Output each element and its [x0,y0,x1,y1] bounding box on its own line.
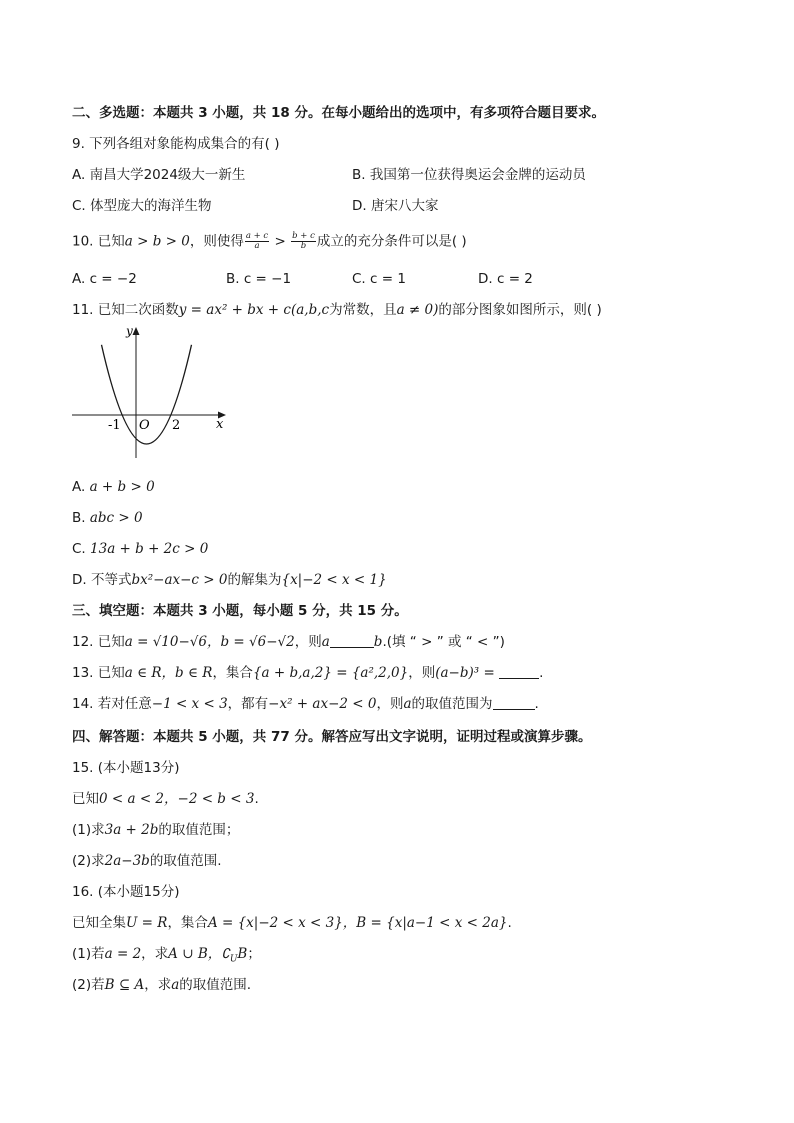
q9-option-b: B. 我国第一位获得奥运会金牌的运动员 [352,167,586,183]
root-2-label: 2 [172,418,181,433]
q15-conditions: 0 < a < 2，−2 < b < 3 [99,791,255,807]
q11-option-b [72,509,143,527]
q14-mid: ，都有 [227,696,269,712]
q11-d-inequality: bx²−ax−c > 0 [131,572,228,588]
y-axis-arrow [133,327,140,335]
q16-p1-union: A ∪ B，∁ [168,946,230,962]
q11-c-label: C. [72,541,91,557]
q11-d-solution-set: {x|−2 < x < 1} [281,572,387,588]
q16-p1-value: a = 2 [104,946,142,962]
q13-tail: . [539,665,544,681]
section-3-title: 三、填空题：本题共 3 小题，每小题 5 分，共 15 分。 [72,603,408,619]
question-13 [72,664,543,682]
q10-condition: a > b > 0 [124,233,190,250]
q14-inequality: −x² + ax−2 < 0 [268,696,377,712]
question-9-stem: 9. 下列各组对象能构成集合的有( ) [72,136,280,152]
q10-mid-text: ，则使得 [189,233,244,250]
q11-option-d [72,571,387,589]
q14-end: . [534,696,539,712]
q11-c-expr: 13a + b + 2c > 0 [90,541,209,557]
question-15-part-2 [72,852,222,870]
q10-option-d: D. c = 2 [478,271,533,287]
q11-d-label: D. 不等式 [72,572,132,588]
q10-option-b: B. c = −1 [226,271,292,287]
question-10-stem [72,232,467,251]
q10-fraction-left [245,232,269,251]
q11-nonzero: a ≠ 0) [396,302,439,318]
question-15-part-1 [72,821,239,839]
q16-p2-prefix: (2)若 [72,977,105,993]
q16-p1-subscript: U [229,954,238,965]
q11-d-mid: 的解集为 [227,572,282,588]
question-16-heading: 16. (本小题15分) [72,884,180,900]
q12-prefix: 12. 已知 [72,634,125,650]
q11-b-expr: abc > 0 [89,510,143,526]
q11-function: y = ax² + bx + c(a,b,c [178,302,330,318]
q13-answer-blank[interactable] [499,678,539,679]
question-16-part-2 [72,976,251,994]
x-axis-label: x [216,417,224,432]
q16-prefix: 已知全集 [72,915,126,931]
q12-mid: ，则 [294,634,322,650]
q10-greater-sign: > [270,233,291,250]
q11-tail-text: 的部分图象如图所示，则( ) [438,302,602,318]
q16-p2-subset: B ⊆ A [104,977,145,993]
question-14 [72,695,539,713]
q16-p2-tail: 的取值范围. [179,977,252,993]
q15-p1-expr: 3a + 2b [104,822,159,838]
question-15-given [72,790,259,808]
q16-universal-set: U = R [126,915,168,931]
q16-p1-end: ； [247,946,261,962]
q11-mid-text: 为常数，且 [329,302,397,318]
q10-frac2-denominator: b [300,241,307,251]
q11-option-a [72,478,155,496]
q11-b-label: B. [72,510,90,526]
q13-expression: (a−b)³ = [435,665,495,681]
section-2-title: 二、多选题：本题共 3 小题，共 18 分。在每小题给出的选项中，有多项符合题目要求。 [72,105,605,121]
q12-tail: .(填 “ > ” 或 “ < ”) [382,634,505,650]
q14-tail: 的取值范围为 [411,696,493,712]
q12-answer-blank[interactable] [330,647,374,648]
q12-expr: a = √10−√6，b = √6−√2 [124,634,295,650]
origin-label: O [139,418,150,433]
q13-conditions: a ∈ R，b ∈ R [124,665,213,681]
q14-range: −1 < x < 3 [151,696,228,712]
section-4-title: 四、解答题：本题共 5 小题，共 77 分。解答应写出文字说明，证明过程或演算步骤。 [72,729,592,745]
q10-tail-text: 成立的充分条件可以是( ) [316,233,467,250]
q11-a-label: A. [72,479,90,495]
q15-p1-tail: 的取值范围； [158,822,240,838]
q15-p2-expr: 2a−3b [104,853,150,869]
q14-prefix: 14. 若对任意 [72,696,152,712]
q10-option-a: A. c = −2 [72,271,137,287]
q14-mid2: ，则 [376,696,404,712]
q11-a-expr: a + b > 0 [89,479,155,495]
q15-prefix: 已知 [72,791,99,807]
q15-p2-tail: 的取值范围. [149,853,222,869]
q9-option-d: D. 唐宋八大家 [352,198,439,214]
q10-frac2-numerator: b + c [292,231,315,241]
question-11-stem [72,301,602,319]
question-15-heading: 15. (本小题13分) [72,760,180,776]
q13-prefix: 13. 已知 [72,665,125,681]
root-neg1-label: -1 [108,418,121,433]
q16-p1-mid: ，求 [141,946,169,962]
q16-p1-complement-set: B [237,946,248,962]
q10-frac1-numerator: a + c [245,231,269,241]
q11-prefix: 11. 已知二次函数 [72,302,179,318]
q13-mid2: ，则 [408,665,436,681]
q14-var-a: a [403,696,412,712]
q16-p1-prefix: (1)若 [72,946,105,962]
q16-mid: ，集合 [167,915,208,931]
q10-frac1-denominator: a [254,241,260,251]
q14-answer-blank[interactable] [493,709,535,710]
q9-option-a: A. 南昌大学2024级大一新生 [72,167,246,183]
q13-mid: ，集合 [212,665,253,681]
q16-p2-mid: ，求 [144,977,172,993]
q12-var-a: a [321,634,330,650]
q15-p2-prefix: (2)求 [72,853,105,869]
q10-option-c: C. c = 1 [352,271,406,287]
question-12 [72,633,505,651]
question-16-part-1 [72,945,261,969]
q10-fraction-right [291,232,316,251]
q16-sets: A = {x|−2 < x < 3}，B = {x|a−1 < x < 2a} [207,915,508,931]
q11-option-c [72,540,208,558]
q16-end: . [507,915,512,931]
q16-p2-var-a: a [171,977,180,993]
y-axis-label: y [126,324,133,338]
q9-option-c: C. 体型庞大的海洋生物 [72,198,212,214]
q13-set-equation: {a + b,a,2} = {a²,2,0} [252,665,409,681]
q12-var-b: b [373,634,383,650]
q15-end: . [254,791,259,807]
parabola-graph [68,322,238,462]
q15-p1-prefix: (1)求 [72,822,105,838]
q10-prefix: 10. 已知 [72,233,125,250]
question-16-given [72,914,512,932]
